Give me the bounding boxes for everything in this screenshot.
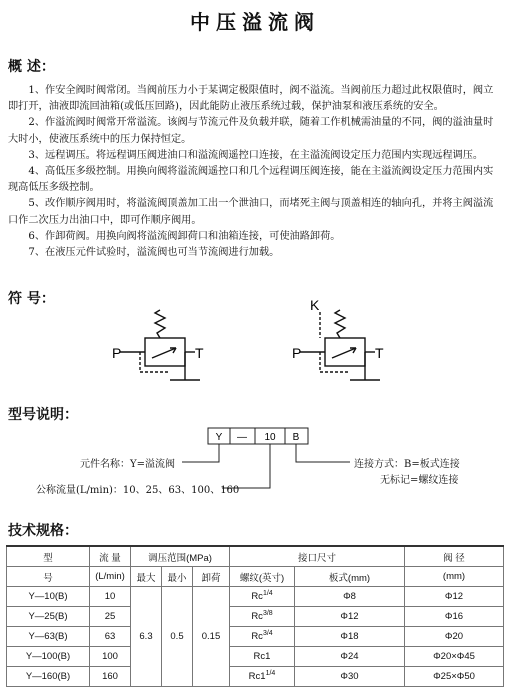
table-row [7, 627, 504, 647]
cell-bore: Φ16 [405, 607, 504, 627]
port-t-label: T [375, 345, 384, 361]
cell-bore: Φ20×Φ45 [405, 647, 504, 667]
col-port: 接口尺寸 [230, 546, 405, 567]
remote-relief-valve-symbol [280, 296, 400, 390]
specs-heading: 技术规格： [8, 523, 78, 539]
cell-bore: Φ25×Φ50 [405, 667, 504, 687]
table-row [7, 647, 504, 667]
model-box-flow: 10 [264, 432, 276, 443]
cell-thread [230, 627, 295, 647]
col-min: 最小 [162, 567, 193, 587]
table-row [7, 607, 504, 627]
col-thread: 螺纹(英寸) [230, 567, 295, 587]
overview-heading: 概 述： [8, 59, 55, 75]
relief-valve-symbol [100, 300, 220, 390]
thread-frac: 3/8 [262, 610, 273, 618]
overview-paragraph: 6、作卸荷阀。用换向阀将溢流阀卸荷口和油箱连接，可使油路卸荷。 [28, 230, 341, 242]
spec-table [6, 545, 504, 687]
thread-main: Rc [251, 611, 263, 623]
col-model-bottom: 号 [7, 567, 90, 587]
cell-model: Y—25(B) [7, 607, 90, 627]
overview-text [8, 83, 500, 261]
cell-plate: Φ18 [295, 627, 405, 647]
thread-main: Rc1 [248, 671, 266, 683]
port-k-label: K [310, 297, 320, 313]
cell-bore: Φ12 [405, 587, 504, 607]
overview-paragraph: 1、作安全阀时阀常闭。当阀前压力小于某调定极限值时，阀不溢流。当阀前压力超过此权限值时，阀立即打开，油液即流回油箱(或低压回路)，因此能防止液压系统过载，保护油泵和液压系统的安全。 [8, 85, 494, 113]
page-title: 中压溢流阀 [190, 10, 320, 34]
cell-unload: 0.15 [193, 587, 230, 687]
cell-flow: 63 [90, 627, 131, 647]
thread-frac: 1/4 [262, 590, 273, 598]
thread-connection-label: 无标记=螺纹连接 [380, 475, 459, 486]
overview-paragraph: 5、改作顺序阀用时，将溢流阀顶盖加工出一个泄油口，而堵死主阀与顶盖相连的轴向孔，并将主阀溢流口作二次压力出油口中，即可作顺序阀用。 [8, 198, 494, 226]
col-plate: 板式(mm) [295, 567, 405, 587]
cell-model: Y—100(B) [7, 647, 90, 667]
nominal-flow-label: 公称流量(L/min)：10、25、63、100、160 [36, 485, 240, 496]
col-flow-bottom: (L/min) [90, 567, 131, 587]
col-pressure: 调压范围(MPa) [131, 546, 230, 567]
cell-plate: Φ30 [295, 667, 405, 687]
cell-flow: 10 [90, 587, 131, 607]
thread-main: Rc [251, 631, 263, 643]
connection-label: 连接方式：B=板式连接 [354, 459, 460, 470]
cell-max: 6.3 [131, 587, 162, 687]
port-t-label: T [195, 345, 204, 361]
symbol-heading: 符 号： [8, 291, 55, 307]
overview-paragraph: 3、远程调压。将远程调压阀进油口和溢流阀遥控口连接，在主溢流阀设定压力范围内实现远程调压。 [28, 149, 484, 161]
element-name-label: 元件名称：Y=溢流阀 [80, 459, 175, 470]
cell-bore: Φ20 [405, 627, 504, 647]
thread-main: Rc [251, 591, 263, 603]
thread-frac: 1/4 [265, 670, 276, 678]
cell-flow: 160 [90, 667, 131, 687]
cell-model: Y—160(B) [7, 667, 90, 687]
col-model-top: 型 [7, 546, 90, 567]
overview-paragraph: 2、作溢流阀时阀常开常溢流。该阀与节流元件及负载并联，随着工作机械需油量的不同，阀的溢油量时大时小，使液压系统中的压力保持恒定。 [8, 117, 494, 145]
col-bore-bottom: (mm) [405, 567, 504, 587]
model-box-b: B [292, 432, 300, 443]
cell-model: Y—63(B) [7, 627, 90, 647]
overview-paragraph: 7、在液压元件试验时，溢流阀也可当节流阀进行加载。 [28, 247, 280, 259]
col-flow-top: 流 量 [90, 546, 131, 567]
cell-flow: 25 [90, 607, 131, 627]
thread-frac: 3/4 [262, 630, 273, 638]
cell-thread [230, 587, 295, 607]
table-row [7, 587, 504, 607]
col-bore-top: 阀 径 [405, 546, 504, 567]
cell-thread [230, 647, 295, 667]
col-unload: 卸荷 [193, 567, 230, 587]
cell-min: 0.5 [162, 587, 193, 687]
cell-plate: Φ24 [295, 647, 405, 667]
port-p-label: P [112, 345, 122, 361]
overview-paragraph: 4、高低压多级控制。用换向阀将溢流阀遥控口和几个远程调压阀连接，能在主溢流阀设定压力范围内实现高低压多级控制。 [8, 166, 494, 194]
thread-main: Rc1 [253, 651, 271, 663]
model-heading: 型号说明： [8, 407, 78, 423]
col-max: 最大 [131, 567, 162, 587]
model-box-dash: — [237, 432, 247, 443]
port-p-label: P [292, 345, 302, 361]
cell-thread [230, 607, 295, 627]
cell-plate: Φ8 [295, 587, 405, 607]
cell-model: Y—10(B) [7, 587, 90, 607]
model-box-y: Y [215, 432, 223, 443]
cell-plate: Φ12 [295, 607, 405, 627]
cell-flow: 100 [90, 647, 131, 667]
